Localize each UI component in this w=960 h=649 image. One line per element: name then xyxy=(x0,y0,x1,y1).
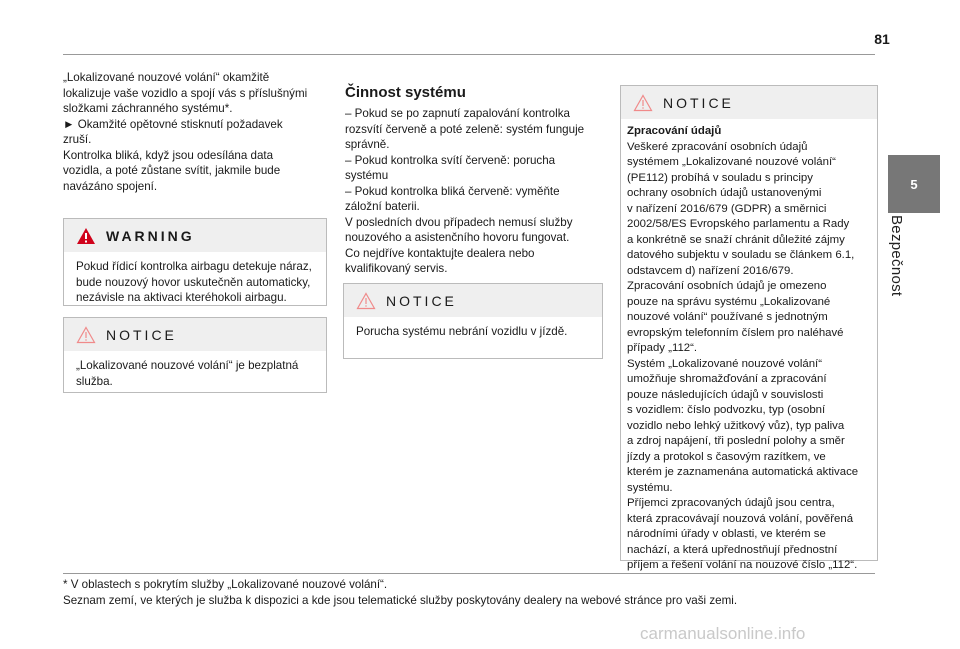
text-line: ochrany osobních údajů ustanovenými xyxy=(627,187,822,199)
text-line: kvalifikovaný servis. xyxy=(345,262,448,275)
text-line: služba. xyxy=(76,374,113,388)
text-line: záložní baterii. xyxy=(345,200,420,213)
text-line: a konkrétně se snaží chránit důležité zájmy xyxy=(627,233,845,246)
text-line: nouzové volání“ používané s jednotným xyxy=(627,311,828,323)
text-line: evropským telefonním číslem pro naléhavé xyxy=(627,326,844,339)
text-line: jízdy a protokol s časovým razítkem, ve xyxy=(627,450,826,463)
text-line: Zpracování osobních údajů je omezeno xyxy=(627,280,827,292)
text-line: pouze na správu systému „Lokalizované xyxy=(627,295,831,308)
text-line: pouze následujících údajů v souvislosti xyxy=(627,388,824,401)
text-line: 2002/58/ES Evropského parlamentu a Rady xyxy=(627,218,850,230)
text-line: umožňuje shromažďování a zpracování xyxy=(627,373,827,385)
text-line: Co nejdříve kontaktujte dealera nebo xyxy=(345,246,535,260)
text-line: s vozidlem: číslo podvozku, typ (osobní xyxy=(627,404,826,416)
notice-triangle-icon xyxy=(633,94,653,112)
text-line: Kontrolka bliká, když jsou odesílána data xyxy=(63,148,274,162)
notice-body xyxy=(64,351,326,397)
text-line: příjem a řešení volání na nouzové číslo „112“. xyxy=(627,559,858,571)
notice-triangle-icon xyxy=(76,326,96,344)
text-line: správně. xyxy=(345,138,390,151)
chapter-tab[interactable] xyxy=(888,155,940,213)
notice-header xyxy=(64,318,326,351)
notice-box xyxy=(63,317,327,393)
text-line: (PE112) probíhá v souladu s principy xyxy=(627,171,813,184)
text-line: nouzového a asistenčního hovoru fungovat. xyxy=(345,231,570,244)
text-line: ► Okamžité opětovné stisknutí požadavek xyxy=(63,117,283,131)
watermark: carmanualsonline.info xyxy=(640,624,806,643)
text-line: složkami záchranného systému*. xyxy=(63,102,233,115)
chapter-label-wrap xyxy=(888,215,912,325)
text-line: Porucha systému nebrání vozidlu v jízdě. xyxy=(356,325,568,338)
footnote-line: * V oblastech s pokrytím služby „Lokalizované nouzové volání“. xyxy=(63,578,388,591)
text-line: nezávisle na aktivaci kteréhokoli airbagu. xyxy=(76,291,287,304)
notice-body xyxy=(344,317,602,348)
text-line: Veškeré zpracování osobních údajů xyxy=(627,140,808,153)
text-line: „Lokalizované nouzové volání“ okamžitě xyxy=(63,71,270,84)
notice-title: NOTICE xyxy=(386,292,457,309)
text-line: vozidla, a poté zůstane svítit, jakmile bude xyxy=(63,164,281,177)
text-line: Pokud řídicí kontrolka airbagu detekuje náraz, xyxy=(76,260,312,273)
text-line: Příjemci zpracovaných údajů jsou centra, xyxy=(627,497,835,509)
col2-text xyxy=(345,106,603,277)
warning-body xyxy=(64,252,326,314)
text-line: případy „112“. xyxy=(627,342,698,354)
text-line: – Pokud se po zapnutí zapalování kontrolka xyxy=(345,107,570,120)
text-line: – Pokud kontrolka bliká červeně: vyměňte xyxy=(345,184,560,198)
footnote-line: Seznam zemí, ve kterých je služba k dispozici a kde jsou telematické služby poskytovány dealery na webové stránce pro vaši zemi. xyxy=(63,594,738,607)
notice-triangle-icon xyxy=(356,292,376,310)
text-line: navázáno spojení. xyxy=(63,179,158,193)
text-line: datového subjektu v souladu se článkem 6.1, xyxy=(627,249,855,261)
text-line: rozsvítí červeně a poté zeleně: systém funguje xyxy=(345,122,585,136)
text-line: národními úřady v oblasti, ve kterém se xyxy=(627,528,826,540)
text-line: systémem „Lokalizované nouzové volání“ xyxy=(627,156,836,168)
page-number: 81 xyxy=(874,31,890,47)
text-line: systému. xyxy=(627,481,673,494)
bottom-divider xyxy=(63,573,875,574)
notice-subheading: Zpracování údajů xyxy=(627,125,722,137)
text-line: odstavcem d) nařízení 2016/679. xyxy=(627,264,794,277)
footnote xyxy=(63,577,737,609)
text-line: V posledních dvou případech nemusí služby xyxy=(345,215,573,229)
text-line: zruší. xyxy=(63,133,92,146)
text-line: systému xyxy=(345,169,389,182)
top-divider xyxy=(63,54,875,55)
text-line: Systém „Lokalizované nouzové volání“ xyxy=(627,357,823,370)
text-line: nachází, a která upřednostňují přednostní xyxy=(627,543,838,556)
warning-title: WARNING xyxy=(106,227,195,244)
chapter-number: 5 xyxy=(910,176,918,192)
text-line: – Pokud kontrolka svítí červeně: porucha xyxy=(345,153,556,167)
text-line: lokalizuje vaše vozidlo a spojí vás s příslušnými xyxy=(63,86,308,100)
notice-box xyxy=(343,283,603,359)
notice-header xyxy=(344,284,602,317)
section-heading: Činnost systému xyxy=(345,84,466,101)
text-line: vozidlo nebo lehký užitkový vůz), typ paliva xyxy=(627,419,845,432)
chapter-label: Bezpečnost xyxy=(888,215,905,297)
warning-header xyxy=(64,219,326,252)
text-line: v nařízení 2016/679 (GDPR) a směrnici xyxy=(627,202,827,215)
text-line: a zdroj napájení, tři poslední polohy a směr xyxy=(627,435,845,447)
warning-box xyxy=(63,218,327,306)
notice-title: NOTICE xyxy=(106,326,177,343)
warning-triangle-icon xyxy=(76,227,96,245)
text-line: bude nouzový hovor uskutečněn automaticky, xyxy=(76,275,311,289)
notice-title: NOTICE xyxy=(663,94,734,111)
notice-body xyxy=(621,119,877,582)
col1-text xyxy=(63,70,325,194)
text-line: kterém je zaznamenána automatická aktivace xyxy=(627,466,859,478)
notice-header xyxy=(621,86,877,119)
notice-box-data-processing xyxy=(620,85,878,571)
text-line: která zpracovávají nouzová volání, pověřená xyxy=(627,512,854,525)
text-line: „Lokalizované nouzové volání“ je bezplatná xyxy=(76,359,299,372)
